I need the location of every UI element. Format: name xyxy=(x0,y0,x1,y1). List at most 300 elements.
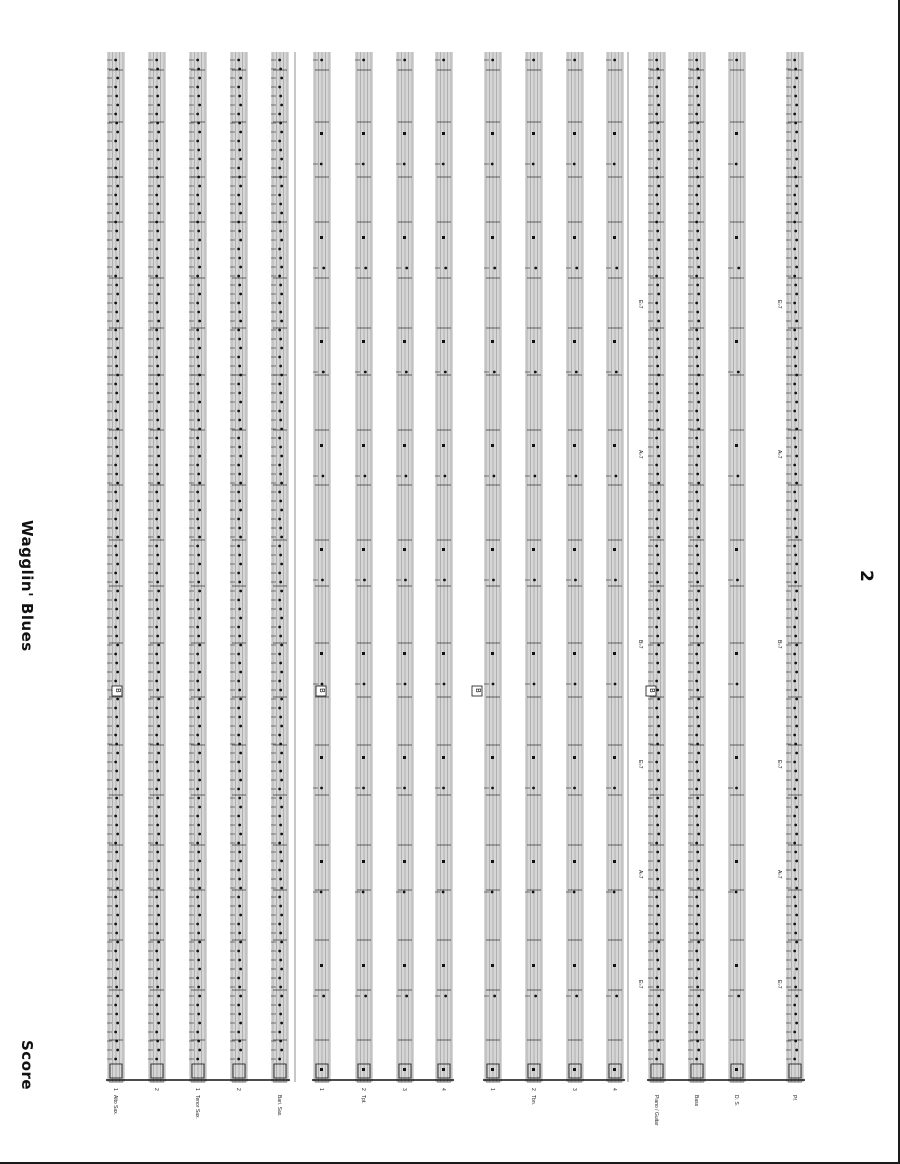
note-head xyxy=(155,815,158,818)
page-number: 2 xyxy=(856,570,876,582)
note-head xyxy=(237,815,240,818)
note-head xyxy=(794,122,797,125)
note-head xyxy=(279,500,282,503)
chord-symbol: E♭7 xyxy=(637,300,643,309)
note-head xyxy=(794,527,797,530)
note-head xyxy=(795,158,798,161)
note-head xyxy=(695,545,698,548)
note-head xyxy=(657,644,660,647)
note-head xyxy=(196,86,199,89)
note-head xyxy=(198,104,201,107)
note-head xyxy=(442,787,445,790)
note-head xyxy=(280,104,283,107)
whole-rest xyxy=(491,548,494,551)
note-head xyxy=(794,770,797,773)
note-head xyxy=(794,95,797,98)
whole-rest xyxy=(573,444,576,447)
note-head xyxy=(655,221,658,224)
note-head xyxy=(239,158,242,161)
note-head xyxy=(279,554,282,557)
whole-rest xyxy=(735,964,738,967)
note-head xyxy=(156,149,159,152)
whole-rest xyxy=(573,132,576,135)
note-head xyxy=(656,419,659,422)
note-head xyxy=(697,536,700,539)
note-head xyxy=(656,797,659,800)
note-head xyxy=(695,788,698,791)
note-head xyxy=(156,176,159,179)
note-head xyxy=(155,464,158,467)
note-head xyxy=(197,635,200,638)
note-head xyxy=(238,149,241,152)
note-head xyxy=(115,122,118,125)
note-head xyxy=(695,329,698,332)
note-head xyxy=(793,221,796,224)
note-head xyxy=(657,536,660,539)
note-head xyxy=(657,914,660,917)
note-head xyxy=(196,896,199,899)
note-head xyxy=(614,579,617,582)
note-head xyxy=(493,267,496,270)
instrument-label-alto-sax-1: Alto Sax. xyxy=(112,1095,118,1116)
note-head xyxy=(196,1058,199,1061)
note-head xyxy=(655,950,658,953)
note-head xyxy=(238,851,241,854)
note-head xyxy=(237,788,240,791)
note-head xyxy=(156,932,159,935)
note-head xyxy=(198,185,201,188)
note-head xyxy=(363,475,366,478)
note-head xyxy=(197,392,200,395)
note-head xyxy=(198,644,201,647)
note-head xyxy=(697,995,700,998)
whole-rest xyxy=(532,548,535,551)
staff-number-tenor-sax-2: 2 xyxy=(235,1088,241,1091)
note-head xyxy=(157,374,160,377)
note-head xyxy=(695,437,698,440)
note-head xyxy=(278,734,281,737)
note-head xyxy=(237,383,240,386)
staff-number-tbn-4: 4 xyxy=(611,1088,617,1091)
note-head xyxy=(157,347,160,350)
note-head xyxy=(655,977,658,980)
note-head xyxy=(695,383,698,386)
whole-rest xyxy=(442,236,445,239)
note-head xyxy=(238,932,241,935)
note-head xyxy=(794,905,797,908)
note-head xyxy=(237,545,240,548)
note-head xyxy=(157,239,160,242)
note-head xyxy=(321,579,324,582)
note-head xyxy=(794,149,797,152)
note-head xyxy=(116,158,119,161)
note-head xyxy=(795,833,798,836)
whole-rest xyxy=(613,1068,616,1071)
note-head xyxy=(696,770,699,773)
note-head xyxy=(156,689,159,692)
note-head xyxy=(364,267,367,270)
note-head xyxy=(573,891,576,894)
note-head xyxy=(655,626,658,629)
note-head xyxy=(793,59,796,62)
note-head xyxy=(696,635,699,638)
note-head xyxy=(656,338,659,341)
note-head xyxy=(278,167,281,170)
note-head xyxy=(196,923,199,926)
note-head xyxy=(156,68,159,71)
whole-rest xyxy=(320,132,323,135)
note-head xyxy=(279,284,282,287)
note-head xyxy=(116,914,119,917)
chord-symbol: B♭7 xyxy=(776,640,782,649)
staff-number-tbn-3: 3 xyxy=(571,1088,577,1091)
note-head xyxy=(655,410,658,413)
note-head xyxy=(793,950,796,953)
note-head xyxy=(239,239,242,242)
note-head xyxy=(656,1013,659,1016)
note-head xyxy=(197,230,200,233)
note-head xyxy=(155,626,158,629)
note-head xyxy=(794,959,797,962)
whole-rest xyxy=(491,860,494,863)
note-head xyxy=(115,986,118,989)
note-head xyxy=(156,716,159,719)
note-head xyxy=(794,338,797,341)
note-head xyxy=(695,1004,698,1007)
note-head xyxy=(657,320,660,323)
whole-rest xyxy=(491,756,494,759)
note-head xyxy=(116,77,119,80)
note-head xyxy=(279,581,282,584)
note-head xyxy=(278,356,281,359)
note-head xyxy=(157,833,160,836)
whole-rest xyxy=(442,444,445,447)
note-head xyxy=(155,59,158,62)
whole-rest xyxy=(403,964,406,967)
note-head xyxy=(278,626,281,629)
note-head xyxy=(795,995,798,998)
note-head xyxy=(238,95,241,98)
note-head xyxy=(197,68,200,71)
whole-rest xyxy=(403,444,406,447)
note-head xyxy=(196,437,199,440)
note-head xyxy=(238,635,241,638)
whole-rest xyxy=(442,340,445,343)
note-head xyxy=(793,464,796,467)
note-head xyxy=(794,824,797,827)
note-head xyxy=(657,968,660,971)
note-head xyxy=(737,995,740,998)
note-head xyxy=(155,518,158,521)
note-head xyxy=(116,509,119,512)
note-head xyxy=(197,1040,200,1043)
note-head xyxy=(239,131,242,134)
note-head xyxy=(320,891,323,894)
note-head xyxy=(196,329,199,332)
note-head xyxy=(198,374,201,377)
note-head xyxy=(157,1022,160,1025)
note-head xyxy=(114,788,117,791)
note-head xyxy=(615,995,618,998)
note-head xyxy=(793,923,796,926)
note-head xyxy=(198,239,201,242)
note-head xyxy=(197,365,200,368)
note-head xyxy=(279,608,282,611)
note-head xyxy=(237,491,240,494)
note-head xyxy=(156,905,159,908)
whole-rest xyxy=(362,236,365,239)
note-head xyxy=(695,140,698,143)
note-head xyxy=(196,167,199,170)
note-head xyxy=(116,725,119,728)
note-head xyxy=(278,680,281,683)
note-head xyxy=(656,905,659,908)
note-head xyxy=(696,230,699,233)
note-head xyxy=(697,860,700,863)
note-head xyxy=(280,266,283,269)
note-head xyxy=(794,68,797,71)
note-head xyxy=(115,446,118,449)
note-head xyxy=(198,671,201,674)
whole-rest xyxy=(491,340,494,343)
note-head xyxy=(155,383,158,386)
note-head xyxy=(278,140,281,143)
note-head xyxy=(197,500,200,503)
note-head xyxy=(238,554,241,557)
note-head xyxy=(656,959,659,962)
note-head xyxy=(198,266,201,269)
note-head xyxy=(197,149,200,152)
instrument-label-bari-sax: Bari. Sax. xyxy=(276,1095,282,1117)
note-head xyxy=(657,941,660,944)
note-head xyxy=(403,787,406,790)
note-head xyxy=(697,509,700,512)
note-head xyxy=(196,734,199,737)
note-head xyxy=(239,1049,242,1052)
note-head xyxy=(736,683,739,686)
note-head xyxy=(196,815,199,818)
note-head xyxy=(278,761,281,764)
note-head xyxy=(280,752,283,755)
note-head xyxy=(156,743,159,746)
note-head xyxy=(656,176,659,179)
note-head xyxy=(116,239,119,242)
note-head xyxy=(280,455,283,458)
note-head xyxy=(655,545,658,548)
note-head xyxy=(239,374,242,377)
note-head xyxy=(198,293,201,296)
note-head xyxy=(794,473,797,476)
note-head xyxy=(198,752,201,755)
note-head xyxy=(237,680,240,683)
note-head xyxy=(574,475,577,478)
note-head xyxy=(239,185,242,188)
note-head xyxy=(533,683,536,686)
note-head xyxy=(443,475,446,478)
whole-rest xyxy=(442,756,445,759)
note-head xyxy=(695,869,698,872)
note-head xyxy=(363,683,366,686)
note-head xyxy=(238,446,241,449)
whole-rest xyxy=(362,340,365,343)
note-head xyxy=(656,149,659,152)
note-head xyxy=(115,959,118,962)
note-head xyxy=(197,203,200,206)
note-head xyxy=(696,851,699,854)
note-head xyxy=(657,266,660,269)
note-head xyxy=(237,167,240,170)
note-head xyxy=(403,59,406,62)
note-head xyxy=(657,212,660,215)
note-head xyxy=(493,995,496,998)
note-head xyxy=(156,392,159,395)
instrument-label-drums: D. S. xyxy=(733,1095,739,1107)
note-head xyxy=(198,860,201,863)
note-head xyxy=(697,104,700,107)
note-head xyxy=(114,410,117,413)
note-head xyxy=(655,707,658,710)
note-head xyxy=(737,371,740,374)
note-head xyxy=(157,509,160,512)
note-head xyxy=(794,365,797,368)
note-head xyxy=(198,536,201,539)
note-head xyxy=(198,914,201,917)
chord-symbol: E♭7 xyxy=(637,760,643,769)
note-head xyxy=(238,716,241,719)
note-head xyxy=(697,590,700,593)
note-head xyxy=(574,579,577,582)
note-head xyxy=(155,194,158,197)
note-head xyxy=(657,482,660,485)
note-head xyxy=(697,374,700,377)
note-head xyxy=(198,320,201,323)
note-head xyxy=(575,267,578,270)
note-head xyxy=(655,59,658,62)
note-head xyxy=(793,167,796,170)
note-head xyxy=(695,896,698,899)
note-head xyxy=(696,743,699,746)
note-head xyxy=(279,905,282,908)
note-head xyxy=(696,311,699,314)
whole-rest xyxy=(442,548,445,551)
note-head xyxy=(237,923,240,926)
whole-rest xyxy=(735,756,738,759)
note-head xyxy=(115,1013,118,1016)
note-head xyxy=(696,1040,699,1043)
note-head xyxy=(278,518,281,521)
note-head xyxy=(655,167,658,170)
note-head xyxy=(280,671,283,674)
note-head xyxy=(238,878,241,881)
note-head xyxy=(280,968,283,971)
whole-rest xyxy=(320,652,323,655)
note-head xyxy=(237,113,240,116)
note-head xyxy=(237,410,240,413)
note-head xyxy=(157,482,160,485)
note-head xyxy=(114,869,117,872)
note-head xyxy=(280,536,283,539)
note-head xyxy=(114,572,117,575)
note-head xyxy=(362,163,365,166)
note-head xyxy=(155,1058,158,1061)
note-head xyxy=(656,635,659,638)
note-head xyxy=(116,968,119,971)
note-head xyxy=(696,527,699,530)
note-head xyxy=(114,626,117,629)
note-head xyxy=(794,500,797,503)
note-head xyxy=(114,464,117,467)
staff-number-tpt-2: 2 xyxy=(360,1088,366,1091)
note-head xyxy=(655,734,658,737)
note-head xyxy=(794,716,797,719)
note-head xyxy=(657,887,660,890)
note-head xyxy=(278,113,281,116)
note-head xyxy=(116,131,119,134)
note-head xyxy=(657,158,660,161)
chord-symbol: E♭7 xyxy=(776,300,782,309)
note-head xyxy=(237,329,240,332)
note-head xyxy=(156,554,159,557)
note-head xyxy=(116,590,119,593)
note-head xyxy=(115,230,118,233)
note-head xyxy=(793,491,796,494)
note-head xyxy=(196,1031,199,1034)
note-head xyxy=(696,95,699,98)
note-head xyxy=(794,446,797,449)
note-head xyxy=(278,248,281,251)
note-head xyxy=(157,995,160,998)
note-head xyxy=(155,869,158,872)
note-head xyxy=(196,113,199,116)
note-head xyxy=(657,617,660,620)
note-head xyxy=(198,77,201,80)
note-head xyxy=(695,653,698,656)
note-head xyxy=(155,950,158,953)
note-head xyxy=(443,579,446,582)
note-head xyxy=(198,428,201,431)
note-head xyxy=(279,743,282,746)
note-head xyxy=(114,383,117,386)
note-head xyxy=(655,788,658,791)
note-head xyxy=(237,950,240,953)
note-head xyxy=(198,779,201,782)
note-head xyxy=(696,905,699,908)
note-head xyxy=(156,1013,159,1016)
note-head xyxy=(114,1004,117,1007)
note-head xyxy=(657,779,660,782)
staff-number-tpt-1: 1 xyxy=(318,1088,324,1091)
note-head xyxy=(198,968,201,971)
note-head xyxy=(657,239,660,242)
whole-rest xyxy=(532,756,535,759)
note-head xyxy=(238,284,241,287)
note-head xyxy=(655,869,658,872)
note-head xyxy=(157,455,160,458)
note-head xyxy=(157,536,160,539)
note-head xyxy=(444,995,447,998)
note-head xyxy=(793,437,796,440)
note-head xyxy=(278,896,281,899)
note-head xyxy=(442,891,445,894)
note-head xyxy=(280,860,283,863)
note-head xyxy=(278,788,281,791)
note-head xyxy=(115,824,118,827)
note-head xyxy=(280,374,283,377)
note-head xyxy=(115,419,118,422)
note-head xyxy=(196,545,199,548)
note-head xyxy=(198,455,201,458)
note-head xyxy=(156,230,159,233)
